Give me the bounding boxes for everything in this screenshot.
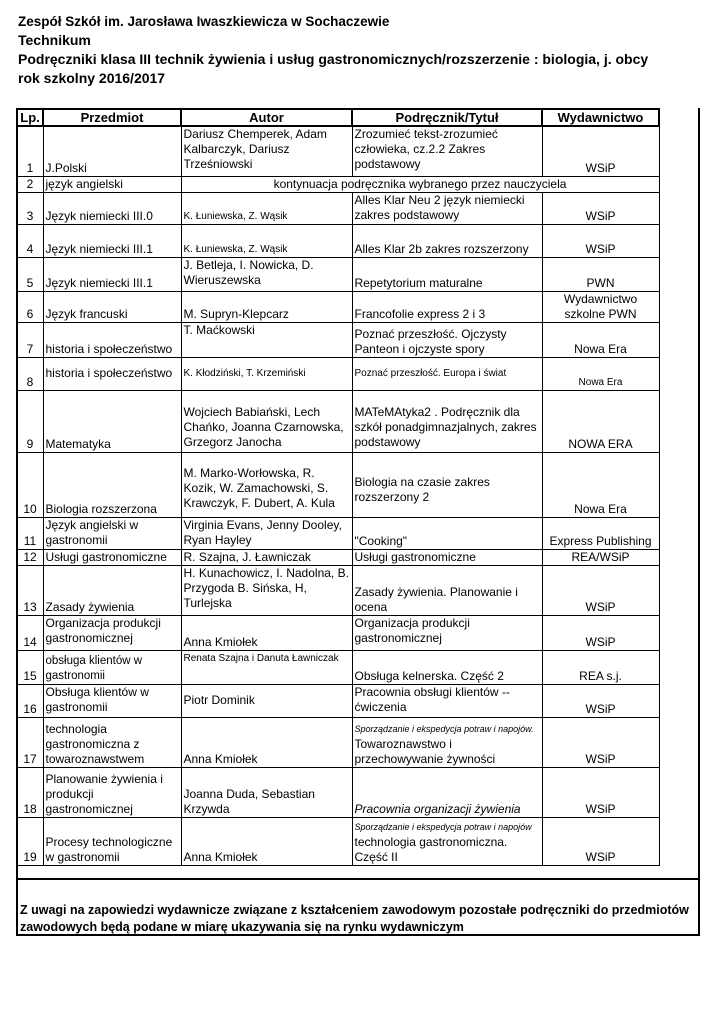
row-subject: Usługi gastronomiczne [43, 549, 181, 565]
row-subject: historia i społeczeństwo [43, 357, 181, 390]
page-title: Podręczniki klasa III technik żywienia i usług gastronomicznych/rozszerzenie : biologia, j. obcy [18, 51, 649, 67]
table-row [17, 322, 659, 357]
row-subject: język angielski [43, 176, 181, 192]
row-publisher: WSiP [542, 767, 659, 817]
row-lp: 5 [17, 257, 43, 291]
row-subject: Planowanie żywienia i produkcji gastronomicznej [43, 767, 181, 817]
row-subject: technologia gastronomiczna z towaroznawstwem [43, 717, 181, 767]
row-title [352, 817, 542, 865]
row-lp: 18 [17, 767, 43, 817]
row-author: J. Betleja, I. Nowicka, D. Wieruszewska [181, 257, 352, 291]
row-subject: Język angielski w gastronomii [43, 517, 181, 549]
row-subject: Język niemiecki III.1 [43, 224, 181, 257]
row-publisher: WSiP [542, 684, 659, 717]
row-publisher: REA/WSiP [542, 549, 659, 565]
row-lp: 7 [17, 322, 43, 357]
table-row [17, 357, 659, 390]
row-title: Pracownia organizacji żywienia [352, 767, 542, 817]
row-publisher: Express Publishing [542, 517, 659, 549]
row-lp: 9 [17, 390, 43, 452]
row-author: Virginia Evans, Jenny Dooley, Ryan Hayley [181, 517, 352, 549]
row-lp: 11 [17, 517, 43, 549]
row-author: Anna Kmiołek [181, 717, 352, 767]
row-author: K. Kłodziński, T. Krzemiński [181, 357, 352, 390]
table-row [17, 650, 659, 684]
row-publisher: WSiP [542, 224, 659, 257]
col-header-lp: Lp. [17, 109, 43, 126]
row-span-message: kontynuacja podręcznika wybranego przez nauczyciela [181, 176, 659, 192]
table-row [17, 565, 659, 615]
row-subject: Matematyka [43, 390, 181, 452]
row-subject: Procesy technologiczne w gastronomii [43, 817, 181, 865]
row-author: K. Łuniewska, Z. Wąsik [181, 192, 352, 224]
row-lp: 3 [17, 192, 43, 224]
school-type: Technikum [18, 32, 91, 48]
row-author: T. Maćkowski [181, 322, 352, 357]
row-subject: J.Polski [43, 126, 181, 176]
col-header-author: Autor [181, 109, 352, 126]
row-lp: 13 [17, 565, 43, 615]
row-author: K. Łuniewska, Z. Wąsik [181, 224, 352, 257]
row-author: Renata Szajna i Danuta Ławniczak [181, 650, 352, 684]
row-publisher: Nowa Era [542, 357, 659, 390]
row-subject: Zasady żywienia [43, 565, 181, 615]
row-subject: historia i społeczeństwo [43, 322, 181, 357]
row-title: Alles Klar Neu 2 język niemiecki zakres podstawowy [352, 192, 542, 224]
row-lp: 2 [17, 176, 43, 192]
row-title: Organizacja produkcji gastronomicznej [352, 615, 542, 650]
row-publisher: Wydawnictwo szkolne PWN [542, 291, 659, 322]
table-row [17, 549, 659, 565]
row-publisher: WSiP [542, 192, 659, 224]
row-title-main: technologia gastronomiczna. Część II [354, 834, 508, 864]
row-subject: Język francuski [43, 291, 181, 322]
row-publisher: WSiP [542, 817, 659, 865]
textbook-table [16, 108, 660, 866]
row-title: "Cooking" [352, 517, 542, 549]
row-subject: Język niemiecki III.1 [43, 257, 181, 291]
footer-note: Z uwagi na zapowiedzi wydawnicze związane z kształceniem zawodowym pozostałe podręczniki do przedmiotów zawodowych będą podane w miarę ukazywania się na rynku wydawniczym [16, 878, 700, 936]
row-title: Obsługa kelnerska. Część 2 [352, 650, 542, 684]
row-lp: 14 [17, 615, 43, 650]
row-author: Anna Kmiołek [181, 615, 352, 650]
row-title: Poznać przeszłość. Europa i świat [352, 357, 542, 390]
row-title: Zasady żywienia. Planowanie i ocena [352, 565, 542, 615]
row-lp: 4 [17, 224, 43, 257]
table-row [17, 176, 659, 192]
table-row [17, 126, 659, 176]
table-row [17, 291, 659, 322]
page-header [18, 12, 708, 88]
row-title: Usługi gastronomiczne [352, 549, 542, 565]
row-title: MATeMAtyka2 . Podręcznik dla szkół ponadgimnazjalnych, zakres podstawowy [352, 390, 542, 452]
school-name: Zespół Szkół im. Jarosława Iwaszkiewicza w Sochaczewie [18, 14, 390, 29]
table-row [17, 684, 659, 717]
table-row [17, 192, 659, 224]
row-title: Poznać przeszłość. Ojczysty Panteon i ojczyste spory [352, 322, 542, 357]
school-year: rok szkolny 2016/2017 [18, 70, 166, 86]
row-lp: 12 [17, 549, 43, 565]
row-publisher: WSiP [542, 126, 659, 176]
row-publisher: Nowa Era [542, 322, 659, 357]
table-row [17, 717, 659, 767]
row-author: Dariusz Chemperek, Adam Kalbarczyk, Dariusz Trześniowski [181, 126, 352, 176]
row-lp: 10 [17, 452, 43, 517]
row-publisher: NOWA ERA [542, 390, 659, 452]
row-subject: Obsługa klientów w gastronomii [43, 684, 181, 717]
row-title-note: Sporządzanie i ekspedycja potraw i napojów. [354, 723, 534, 734]
table-row [17, 257, 659, 291]
table-row [17, 817, 659, 865]
row-title: Repetytorium maturalne [352, 257, 542, 291]
row-author: M. Marko-Worłowska, R. Kozik, W. Zamachowski, S. Krawczyk, F. Dubert, A. Kula [181, 452, 352, 517]
row-publisher: WSiP [542, 717, 659, 767]
row-title: Pracownia obsługi klientów -- ćwiczenia [352, 684, 542, 717]
row-lp: 6 [17, 291, 43, 322]
row-lp: 15 [17, 650, 43, 684]
col-header-publisher: Wydawnictwo [542, 109, 659, 126]
col-header-subject: Przedmiot [43, 109, 181, 126]
row-lp: 8 [17, 357, 43, 390]
table-row [17, 224, 659, 257]
row-subject: obsługa klientów w gastronomii [43, 650, 181, 684]
row-title: Francofolie express 2 i 3 [352, 291, 542, 322]
row-lp: 1 [17, 126, 43, 176]
row-author: H. Kunachowicz, I. Nadolna, B. Przygoda B. Sińska, H, Turlejska [181, 565, 352, 615]
row-subject: Organizacja produkcji gastronomicznej [43, 615, 181, 650]
row-lp: 17 [17, 717, 43, 767]
row-title-note: Sporządzanie i ekspedycja potraw i napojów [354, 821, 532, 832]
row-lp: 16 [17, 684, 43, 717]
row-title [352, 717, 542, 767]
row-author: Wojciech Babiański, Lech Chańko, Joanna Czarnowska, Grzegorz Janocha [181, 390, 352, 452]
row-title: Alles Klar 2b zakres rozszerzony [352, 224, 542, 257]
row-author: Anna Kmiołek [181, 817, 352, 865]
row-publisher: Nowa Era [542, 452, 659, 517]
row-author: Joanna Duda, Sebastian Krzywda [181, 767, 352, 817]
table-row [17, 390, 659, 452]
col-header-title: Podręcznik/Tytuł [352, 109, 542, 126]
table-header-row [17, 109, 659, 126]
row-publisher: REA s.j. [542, 650, 659, 684]
row-title: Zrozumieć tekst-zrozumieć człowieka, cz.2.2 Zakres podstawowy [352, 126, 542, 176]
row-author: M. Supryn-Klepcarz [181, 291, 352, 322]
table-row [17, 517, 659, 549]
row-title: Biologia na czasie zakres rozszerzony 2 [352, 452, 542, 517]
row-author: R. Szajna, J. Ławniczak [181, 549, 352, 565]
table-row [17, 767, 659, 817]
row-author: Piotr Dominik [181, 684, 352, 717]
row-title-main: Towaroznawstwo i przechowywanie żywności [354, 736, 496, 766]
row-lp: 19 [17, 817, 43, 865]
row-subject: Język niemiecki III.0 [43, 192, 181, 224]
table-row [17, 615, 659, 650]
row-subject: Biologia rozszerzona [43, 452, 181, 517]
row-publisher: WSiP [542, 615, 659, 650]
row-publisher: PWN [542, 257, 659, 291]
row-publisher: WSiP [542, 565, 659, 615]
table-row [17, 452, 659, 517]
